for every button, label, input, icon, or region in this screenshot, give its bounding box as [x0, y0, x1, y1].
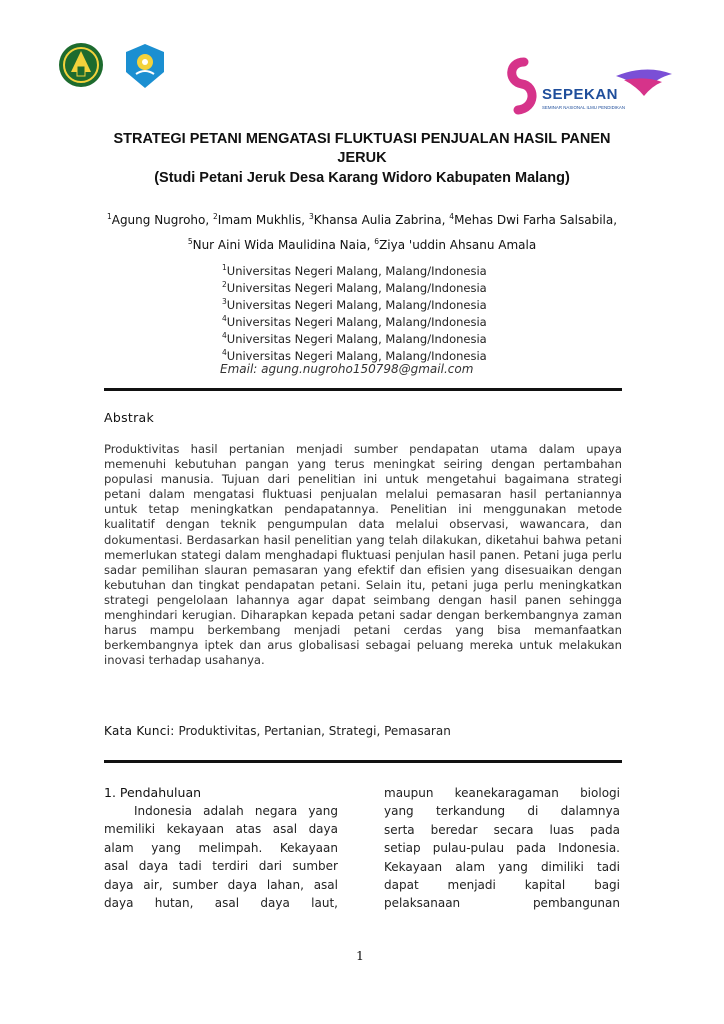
abstract-text: Produktivitas hasil pertanian menjadi sumber pendapatan utama dalam upaya memenuhi kebutuhan pangan yang terus meningkat seiring dengan pertambahan populasi manusia. Tujuan dari penelitian ini untuk mengetahui bagaimana strategi petani dalam mengatasi fluktuasi penjualan melalui pemasaran hasil pertaniannya untuk tetap meningkatkan pendapatannya. Penelitian ini menggunakan metode kualitatif dengan teknik pengumpulan data melalui observasi, wawancara, dan dokumentasi. Berdasarkan hasil penelitian yang telah dilakukan, diketahui bahwa petani memerlukan stategi dalam menghadapi fluktuasi penjulan hasil panen. Petani juga perlu sadar pemilihan slauran pemasaran yang efektif dan efisien yang disesuaikan dengan kebutuhan dan tingkat pendapatan petani. Selain itu, petani juga perlu meningkatkan strategi pengelolaan lahannya agar dapat seimbang dengan hasil panen sehingga menghindari kerugian. Diharapkan kepada petani sadar dengan berkembangnya zaman harus mampu berkembang menjadi petani cerdas yang bisa memanfaatkan berkembangnya iptek dan arus globalisasi sebagai peluang mereka untuk melakukan inovasi terhadap usahanya.: [104, 442, 622, 668]
affiliation-item: $^4$Universitas Negeri Malang, Malang/Indonesia: [222, 348, 487, 363]
author-6: $^6$Ziya 'uddin Ahsanu Amala: [374, 237, 537, 252]
body-line: maupun keanekaragaman biologi: [384, 786, 620, 800]
affiliation-item: $^3$Universitas Negeri Malang, Malang/Indonesia: [222, 297, 487, 312]
author-1: $^1$Agung Nugroho,: [106, 212, 213, 227]
body-line: dapat menjadi kapital bagi: [384, 878, 620, 893]
affiliation-item: $^2$Universitas Negeri Malang, Malang/Indonesia: [222, 280, 487, 295]
affiliation-item: $^1$Universitas Negeri Malang, Malang/Indonesia: [222, 263, 487, 278]
sepekan-logo-text: SEPEKAN: [542, 86, 619, 103]
body-column-left: [104, 802, 338, 912]
body-line: Indonesia adalah negara yang: [134, 804, 338, 818]
tut-wuri-handayani-logo: [122, 42, 168, 88]
body-line: daya hutan, asal daya laut,: [104, 896, 338, 911]
paper-title-line1: STRATEGI PETANI MENGATASI FLUKTUASI PENJUALAN HASIL PANEN: [113, 131, 611, 147]
author-list: [100, 206, 624, 256]
paper-subtitle: (Studi Petani Jeruk Desa Karang Widoro Kabupaten Malang): [154, 170, 570, 186]
affiliation-list: [222, 261, 522, 363]
sepekan-logo-tagline: SEMINAR NASIONAL ILMU PENDIDIKAN: [542, 105, 626, 110]
body-line: alam yang melimpah. Kekayaan: [104, 840, 338, 855]
divider-bottom: [104, 760, 622, 763]
paper-title: [100, 130, 624, 168]
body-line: memiliki kekayaan atas asal daya: [104, 822, 338, 837]
section-heading-pendahuluan: 1. Pendahuluan: [104, 785, 202, 800]
body-line: yang terkandung di dalamnya: [384, 804, 620, 819]
body-line: serta beredar secara luas pada: [384, 822, 620, 837]
affiliation-item: $^4$Universitas Negeri Malang, Malang/Indonesia: [222, 331, 487, 346]
keywords-label: Kata Kunci:: [104, 724, 175, 738]
body-line: Kekayaan alam yang dimiliki tadi: [384, 859, 620, 874]
author-3: $^3$Khansa Aulia Zabrina,: [308, 212, 450, 227]
sepekan-logo: [506, 56, 676, 116]
body-line: daya air, sumber daya lahan, asal: [104, 877, 338, 892]
affiliation-item: $^4$Universitas Negeri Malang, Malang/Indonesia: [222, 314, 487, 329]
abstract-heading: Abstrak: [104, 410, 155, 425]
divider-top: [104, 388, 622, 391]
author-2: $^2$Imam Mukhlis,: [213, 212, 309, 227]
author-5: $^5$Nur Aini Wida Maulidina Naia,: [187, 237, 375, 252]
body-line: setiap pulau-pulau pada Indonesia.: [384, 841, 620, 856]
author-email[interactable]: Email: agung.nugroho150798@gmail.com: [220, 362, 474, 376]
paper-title-line2: JERUK: [337, 150, 387, 166]
body-column-right: [384, 784, 620, 913]
keywords-list: Produktivitas, Pertanian, Strategi, Pemasaran: [174, 724, 451, 738]
university-emblem-logo: [58, 42, 104, 88]
body-line: pelaksanaan pembangunan: [384, 896, 620, 911]
author-4: $^4$Mehas Dwi Farha Salsabila,: [449, 212, 618, 227]
keywords: [104, 724, 451, 738]
page-number: 1: [356, 948, 364, 963]
body-line: asal daya tadi terdiri dari sumber: [104, 859, 338, 874]
